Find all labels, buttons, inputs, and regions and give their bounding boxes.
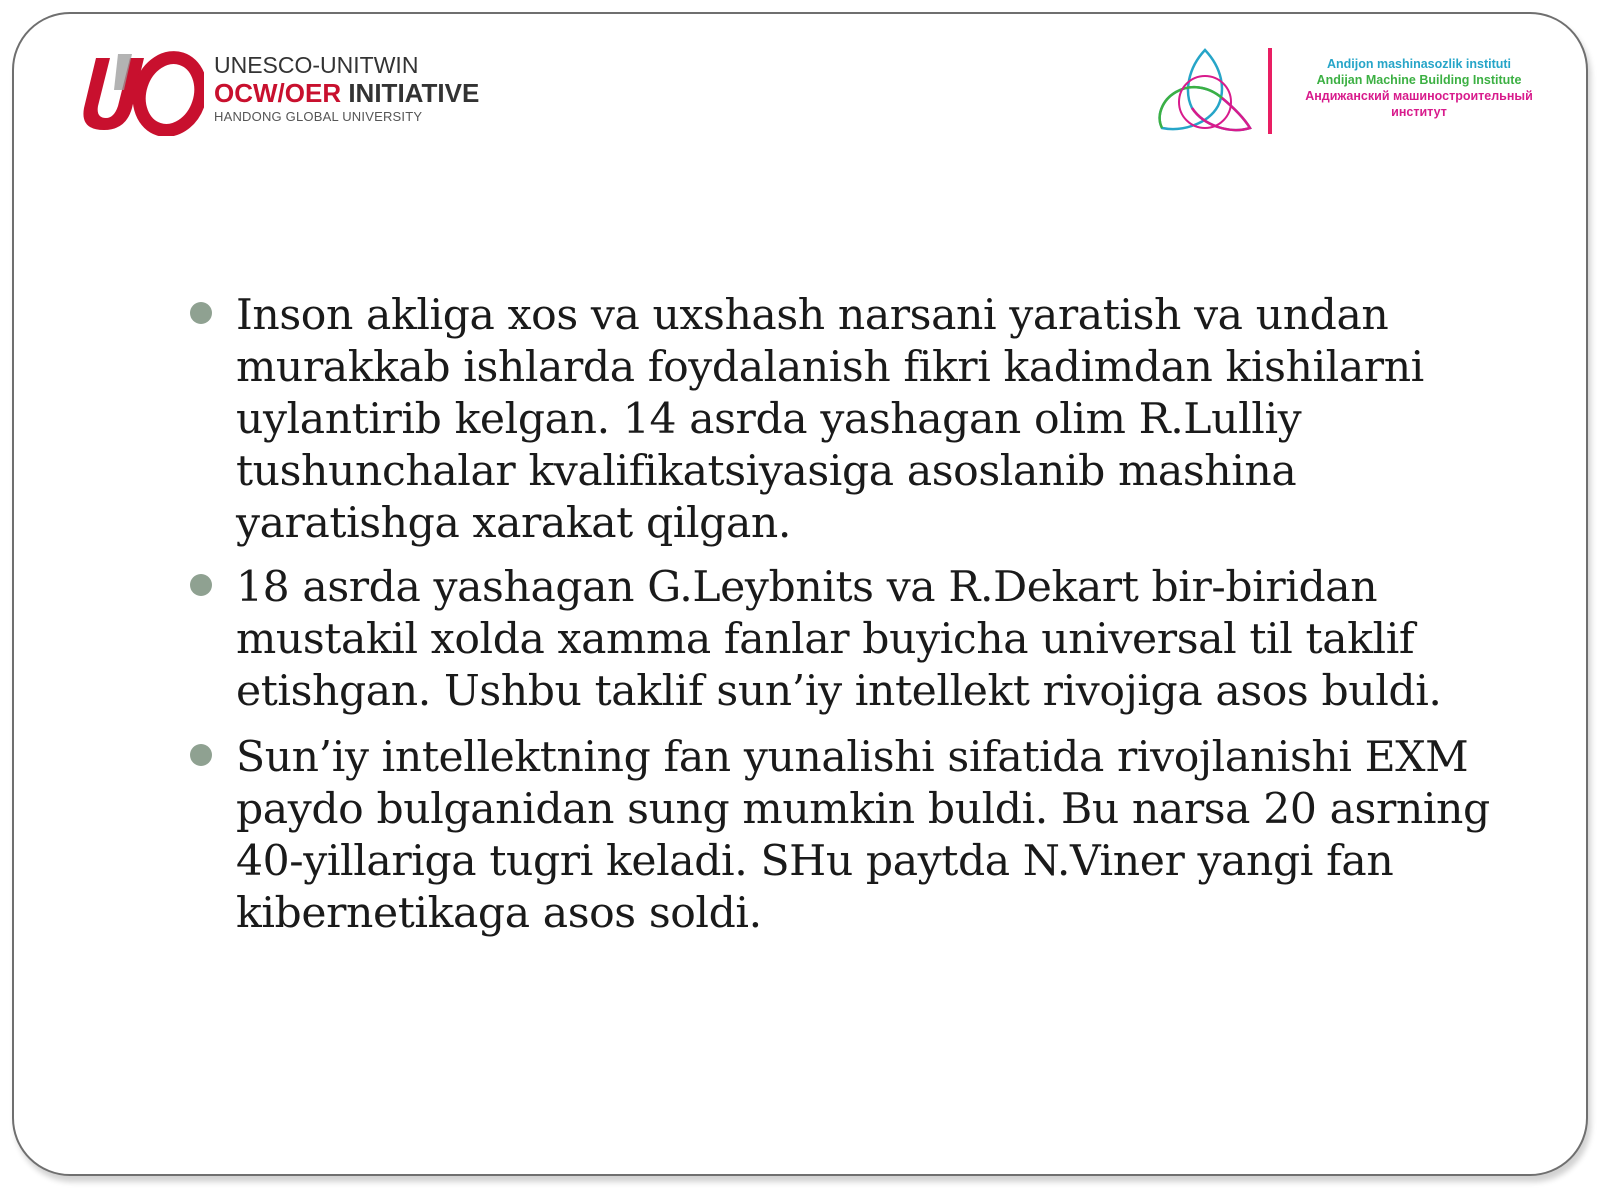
logo-divider [1268, 48, 1272, 134]
bullet-dot-icon [190, 302, 212, 324]
bullet-dot-icon [190, 744, 212, 766]
logo-ocw-oer: OCW/OER [214, 78, 342, 108]
logo-line-unesco: UNESCO-UNITWIN [214, 52, 419, 78]
institute-name-uz: Andijon mashinasozlik instituti [1326, 57, 1512, 71]
institute-name-en: Andijan Machine Building Institute [1316, 73, 1522, 87]
bullet-text: 18 asrda yashagan G.Leybnits va R.Dekart bir-biridan mustakil xolda xamma fanlar buyicha universal til taklif etishgan. Ushbu taklif sun’iy intellekt rivojiga asos buldi. [236, 563, 1442, 716]
slide [12, 12, 1588, 1176]
institute-name [1278, 56, 1560, 120]
logo-line-university: HANDONG GLOBAL UNIVERSITY [214, 109, 423, 124]
andijan-institute-logo [1152, 42, 1562, 142]
bullet-text: Inson akliga xos va uxshash narsani yaratish va undan murakkab ishlarda foydalanish fikri kadimdan kishilarni uylantirib kelgan. 14 asrda yashagan olim R.Lulliy tushunchalar kvalifikatsiyasiga asoslanib mashina yaratishga xarakat qilgan. [236, 291, 1424, 548]
institute-name-ru: Андижанский машиностроительный институт [1305, 89, 1533, 119]
bullet-item [184, 562, 1524, 718]
unesco-unitwin-logo [74, 50, 494, 140]
bullet-dot-icon [190, 574, 212, 596]
bullet-list [184, 290, 1524, 940]
logo-text-block [214, 50, 479, 126]
bullet-item [184, 290, 1524, 550]
triquetra-icon [1152, 46, 1258, 138]
uo-logo-mark-icon [74, 50, 204, 136]
bullet-item [184, 732, 1524, 940]
logo-line-initiative [214, 78, 479, 108]
logo-initiative: INITIATIVE [341, 78, 480, 108]
bullet-text: Sun’iy intellektning fan yunalishi sifatida rivojlanishi EXM paydo bulganidan sung mumkin buldi. Bu narsa 20 asrning 40-yillariga tugri keladi. SHu paytda N.Viner yangi fan kibernetikaga asos soldi. [236, 733, 1490, 938]
